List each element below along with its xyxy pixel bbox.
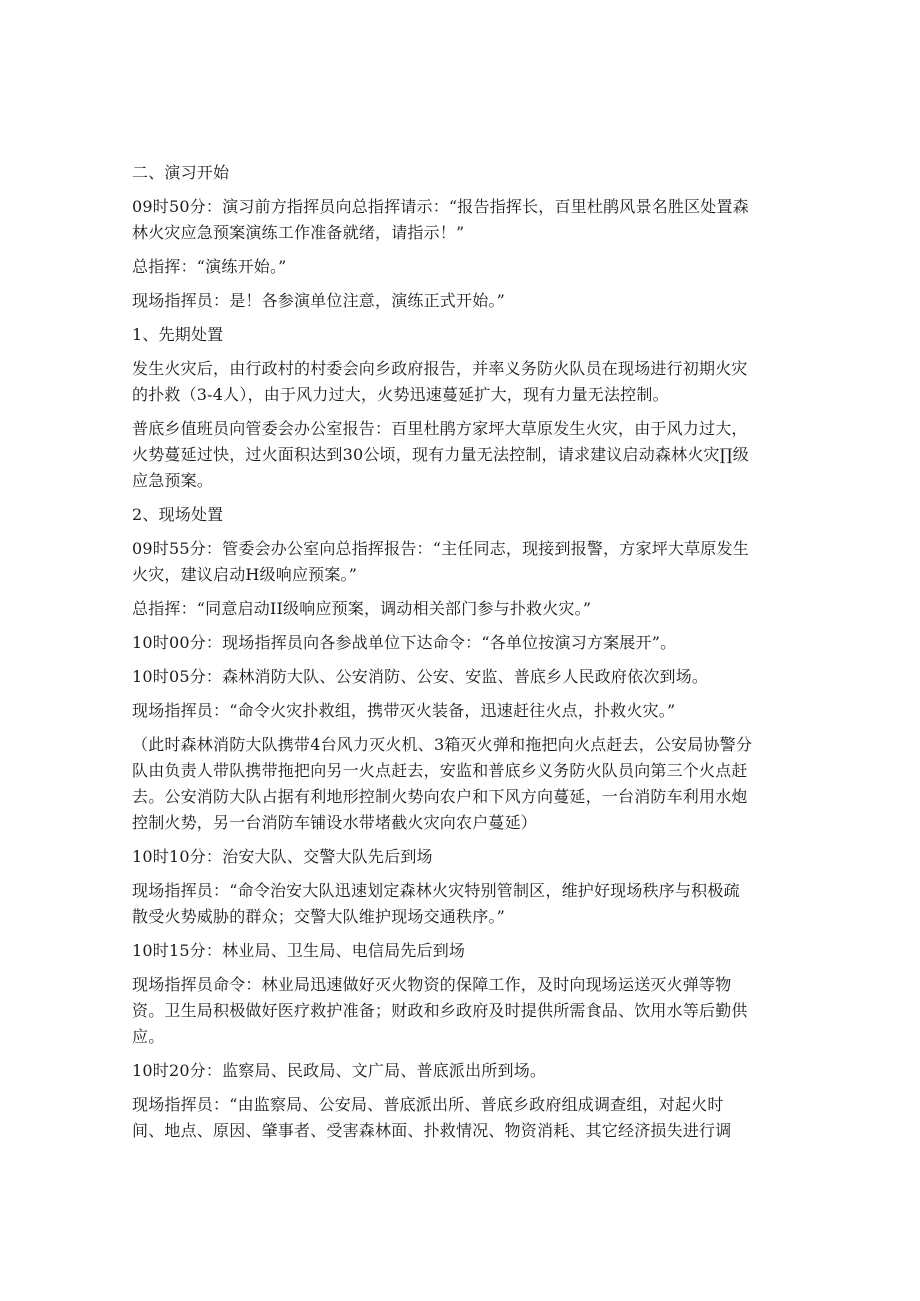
paragraph-investigation-order: 现场指挥员：“由监察局、公安局、普底派出所、普底乡政府组成调查组，对起火时 间、地点、原因、肇事者、受害森林面、扑救情况、物资消耗、其它经济损失进行调	[132, 1095, 732, 1140]
paragraph-firefight-order: 现场指挥员：“命令火灾扑救组，携带灭火装备，迅速赶往火点，扑救火灾。”	[132, 701, 676, 720]
paragraph-onsite-confirm: 现场指挥员：是！各参演单位注意，演练正式开始。”	[132, 291, 505, 310]
paragraph-duty-report: 普底乡值班员向管委会办公室报告：百里杜鹃方家坪大草原发生火灾，由于风力过大， 火势蔓延过快，过火面积达到30公顷，现有力量无法控制，请求建议启动森林火灾∏级 应急预案。	[132, 419, 749, 490]
paragraph-1000-order: 10时00分：现场指挥员向各参战单位下达命令：“各单位按演习方案展开”。	[132, 633, 677, 652]
paragraph-0955-report: 09时55分：管委会办公室向总指挥报告：“主任同志，现接到报警，方家坪大草原发生 火灾，建议启动H级响应预案。”	[132, 539, 749, 584]
paragraph-commander-approve: 总指挥：“同意启动II级响应预案，调动相关部门参与扑救火灾。”	[132, 599, 592, 618]
paragraph-fire-outbreak: 发生火灾后，由行政村的村委会向乡政府报告，并率义务防火队员在现场进行初期火灾 的扑救（3-4人），由于风力过大，火势迅速蔓延扩大，现有力量无法控制。	[132, 359, 748, 404]
paragraph-1010-arrival: 10时10分：治安大队、交警大队先后到场	[132, 847, 433, 866]
section-heading-initial-response: 1、先期处置	[132, 325, 224, 344]
paragraph-control-zone-order: 现场指挥员：“命令治安大队迅速划定森林火灾特别管制区，维护好现场秩序与积极疏 散受火势威胁的群众；交警大队维护现场交通秩序。”	[132, 881, 740, 926]
document-body	[132, 160, 792, 1152]
paragraph-1005-arrival: 10时05分：森林消防大队、公安消防、公安、安监、普底乡人民政府依次到场。	[132, 667, 709, 686]
paragraph-1020-arrival: 10时20分：监察局、民政局、文广局、普底派出所到场。	[132, 1061, 547, 1080]
paragraph-0950-request: 09时50分：演习前方指挥员向总指挥请示：“报告指挥长，百里杜鹃风景名胜区处置森 林火灾应急预案演练工作准备就绪，请指示！”	[132, 197, 749, 242]
paragraph-deployment-note: （此时森林消防大队携带4台风力灭火机、3箱灭火弹和拖把向火点赶去，公安局协警分 队由负责人带队携带拖把向另一火点赶去，安监和普底乡义务防火队员向第三个火点赶 去。公安消防大队占据有利地形控制火势向农户和下风方向蔓延，一台消防车利用水炮 控制火势，另一台消防车铺设水带堵截火灾向农户蔓延）	[132, 735, 753, 832]
paragraph-1015-arrival: 10时15分：林业局、卫生局、电信局先后到场	[132, 941, 466, 960]
paragraph-commander-start: 总指挥：“演练开始。”	[132, 257, 287, 276]
paragraph-logistics-order: 现场指挥员命令：林业局迅速做好灭火物资的保障工作，及时向现场运送灭火弹等物 资。卫生局积极做好医疗救护准备；财政和乡政府及时提供所需食品、饮用水等后勤供 应。	[132, 975, 748, 1046]
section-heading-onsite-response: 2、现场处置	[132, 505, 224, 524]
section-heading-drill-start: 二、演习开始	[132, 163, 230, 182]
